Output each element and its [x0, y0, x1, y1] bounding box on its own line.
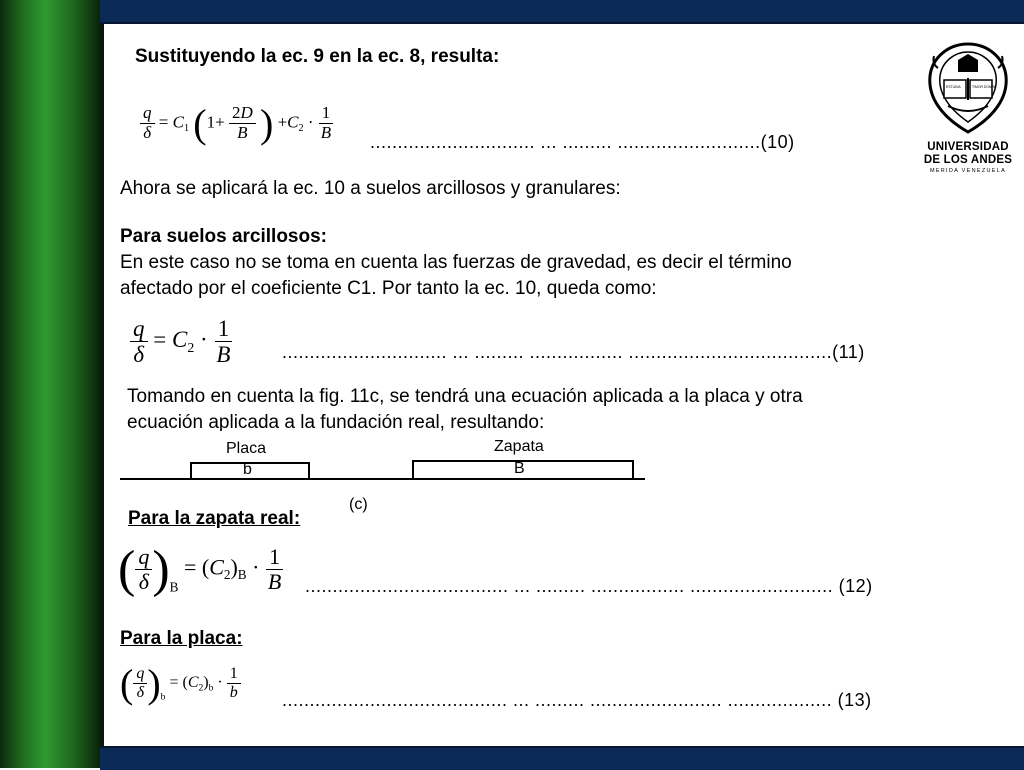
equation-12-reference: ..................................... ... ......... ................. .......................... (12) — [305, 576, 873, 596]
figure-text-line1: Tomando en cuenta la fig. 11c, se tendrá una ecuación aplicada a la placa y otra — [127, 386, 803, 407]
plate-heading: Para la placa: — [120, 628, 243, 649]
footing-dimension: B — [514, 460, 525, 477]
plate-label: Placa — [226, 440, 267, 457]
logo-book-right: TIMOR DOMINI — [972, 85, 997, 89]
top-navy-bar — [100, 0, 1024, 24]
plate-dimension: b — [243, 461, 252, 478]
university-seal-icon — [918, 40, 1018, 136]
figure-text-line2-clip — [120, 410, 980, 431]
clay-text-line2: afectado por el coeficiente C1. Por tanto la ec. 10, queda como: — [120, 278, 657, 299]
equation-10: $\frac{q}{\delta}$ = $C_1$ (1+ $\frac{2D}{B}$ ) $+C_2$ · $\frac{1}{B}$ — [140, 100, 334, 147]
real-footing-heading: Para la zapata real: — [128, 508, 301, 529]
equation-12: ( $\frac{q}{\delta}$ )$_B = (C_2)_B$ · $\frac{1}{B}$ — [118, 541, 282, 598]
slide-heading: Sustituyendo la ec. 9 en la ec. 8, resulta: — [135, 46, 500, 67]
footing-label: Zapata — [494, 438, 544, 455]
logo-location: MERIDA VENEZUELA — [929, 168, 1007, 174]
clay-heading: Para suelos arcillosos: — [120, 226, 327, 247]
intro-text: Ahora se aplicará la ec. 10 a suelos arcillosos y granulares: — [120, 178, 621, 199]
logo-name-line2: DE LOS ANDES — [923, 154, 1013, 166]
clay-text-line1: En este caso no se toma en cuenta las fuerzas de gravedad, es decir el término — [120, 252, 792, 273]
equation-11: $\frac{q}{\delta}$ = $C_2$ · $\frac{1}{B}$ — [130, 316, 233, 368]
left-bar-edge — [100, 0, 104, 768]
equation-13-reference: ......................................... ... ......... ........................ ................... (13) — [282, 690, 872, 710]
logo-name-line1: UNIVERSIDAD — [927, 141, 1009, 153]
equation-13: ( $\frac{q}{\delta}$ )$_b = (C_2)_b$ · $\frac{1}{b}$ — [120, 660, 241, 707]
logo-book-left: ESTUDIA — [946, 85, 961, 89]
left-green-bar — [0, 0, 100, 768]
university-logo — [918, 40, 1018, 180]
figure-caption: (c) — [349, 496, 368, 513]
equation-10-reference: .............................. ... ......... ..........................(10) — [370, 132, 795, 152]
equation-11-reference: .............................. ... ......... ................. .....................................(11) — [282, 342, 865, 362]
figure-text-line2: ecuación aplicada a la fundación real, resultando: — [127, 412, 545, 431]
bottom-navy-bar — [100, 746, 1024, 770]
